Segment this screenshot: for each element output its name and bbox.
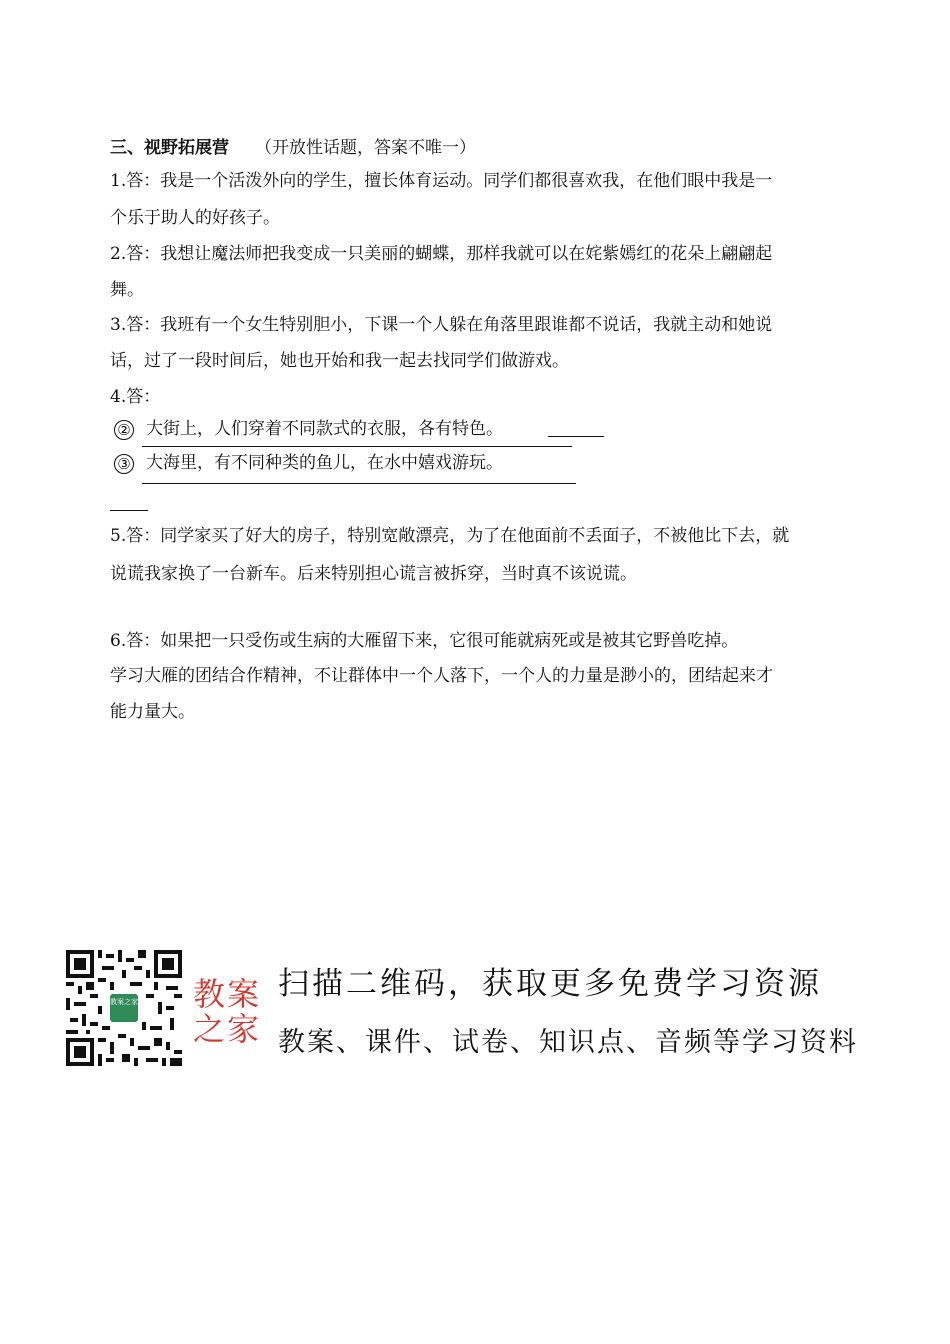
answer-underline xyxy=(142,483,576,484)
answer-2-line-1: 2.答：我想让魔法师把我变成一只美丽的蝴蝶，那样我就可以在姹紫嫣红的花朵上翩翩起 xyxy=(110,244,773,264)
qr-code-image xyxy=(66,950,182,1066)
section-note: （开放性话题，答案不唯一） xyxy=(255,138,476,158)
answer-1-line-2: 个乐于助人的好孩子。 xyxy=(110,208,280,228)
answer-3-line-2: 话，过了一段时间后，她也开始和我一起去找同学们做游戏。 xyxy=(110,351,569,371)
answer-1-line-1: 1.答：我是一个活泼外向的学生，擅长体育运动。同学们都很喜欢我，在他们眼中我是一 xyxy=(110,171,773,191)
answer-6-line-3: 能力量大。 xyxy=(110,702,195,722)
section-title: 三、视野拓展营 xyxy=(110,138,229,158)
answer-underline xyxy=(142,446,572,447)
qr-center-label: 教案之家 xyxy=(110,998,138,1006)
answer-5-line-2: 说谎我家换了一台新车。后来特别担心谎言被拆穿，当时真不该说谎。 xyxy=(110,564,637,584)
brand-logo-line-2: 之家 xyxy=(193,1010,262,1048)
banner-headline: 扫描二维码，获取更多免费学习资源 xyxy=(278,966,822,1002)
answer-6-line-1: 6.答：如果把一只受伤或生病的大雁留下来，它很可能就病死或是被其它野兽吃掉。 xyxy=(110,631,739,651)
answer-5-line-1: 5.答：同学家买了好大的房子，特别宽敞漂亮，为了在他面前不丢面子，不被他比下去，就 xyxy=(110,526,790,546)
section-heading xyxy=(110,133,476,158)
answer-6-line-2: 学习大雁的团结合作精神，不让群体中一个人落下，一个人的力量是渺小的，团结起来才 xyxy=(110,666,773,686)
banner-subline: 教案、课件、试卷、知识点、音频等学习资料 xyxy=(278,1027,858,1058)
answer-3-line-1: 3.答：我班有一个女生特别胆小，下课一个人躲在角落里跟谁都不说话，我就主动和她说 xyxy=(110,315,773,335)
answer-4-item-3: 大海里，有不同种类的鱼儿，在水中嬉戏游玩。 xyxy=(146,453,503,473)
answer-2-line-2: 舞。 xyxy=(110,280,144,300)
answer-underline-short xyxy=(110,510,148,511)
circled-number-3: ③ xyxy=(114,454,134,474)
fill-in-underline xyxy=(548,436,604,437)
circled-number-2: ② xyxy=(114,420,134,440)
brand-logo-line-1: 教案 xyxy=(193,975,262,1013)
answer-4-item-2: 大街上，人们穿着不同款式的衣服，各有特色。 xyxy=(146,419,503,439)
answer-4-label: 4.答： xyxy=(110,387,161,407)
